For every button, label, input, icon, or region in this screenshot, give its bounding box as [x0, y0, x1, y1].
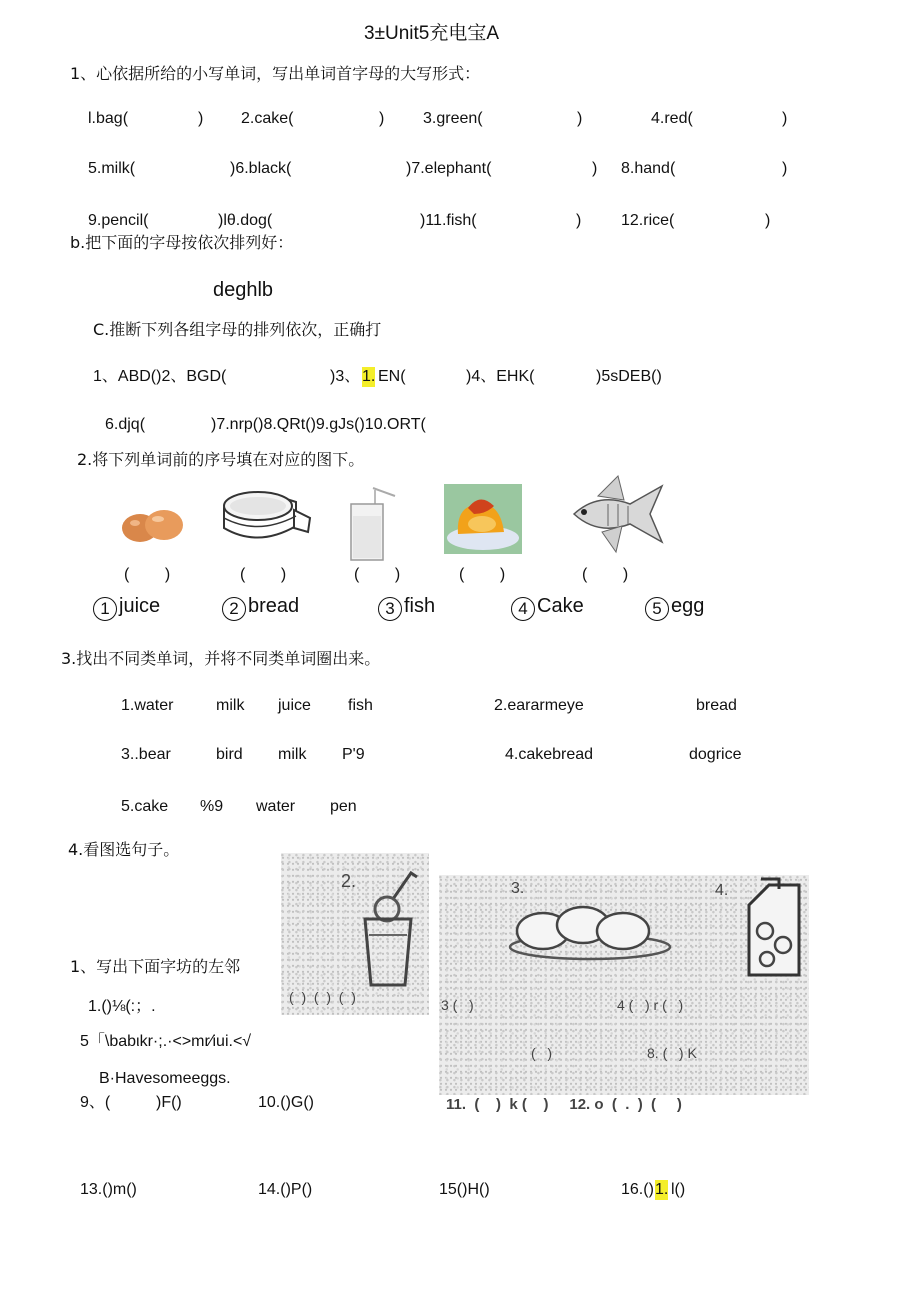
word[interactable]: bird — [216, 746, 243, 763]
option-word: egg — [671, 595, 705, 617]
group-1-2: 1、ABD()2、BGD( — [93, 368, 227, 385]
word[interactable]: P'9 — [342, 746, 365, 763]
scan-label: 2. — [341, 871, 357, 891]
option-cake — [511, 596, 584, 621]
section-b-heading: b.把下面的字母按依次排列好： — [70, 233, 294, 252]
item-milk: 5.milk( — [88, 160, 136, 177]
blank-bread[interactable]: ( ) — [459, 566, 506, 583]
row-11-12: 11. ( ) k ( ) 12. o ( . ) ( ) — [446, 1096, 682, 1113]
item-14: 14.()P() — [258, 1181, 313, 1198]
word[interactable]: juice — [278, 697, 311, 714]
option-egg — [645, 596, 704, 621]
option-number: 5 — [645, 597, 669, 621]
item-fish: )11.fish( — [420, 212, 477, 229]
word[interactable]: milk — [216, 697, 245, 714]
eggs-image — [118, 500, 188, 550]
group-7-10: )7.nrp()8.QRt()9.gJs()10.ORT( — [211, 416, 426, 433]
option-word: Cake — [537, 595, 584, 617]
section-3-heading: 3.找出不同类单词，并将不同类单词圈出来。 — [61, 649, 381, 668]
blank-cake[interactable]: ( ) — [240, 566, 287, 583]
scan-milk-box-icon — [739, 875, 809, 979]
line-1: 1.()⅛(:；. — [88, 998, 156, 1015]
word[interactable]: 3..bear — [121, 746, 171, 763]
item-10: 10.()G() — [258, 1094, 314, 1111]
option-fish — [378, 596, 435, 621]
item-red: 4.red( — [651, 110, 693, 127]
option-number: 4 — [511, 597, 535, 621]
item-pencil: 9.pencil( — [88, 212, 149, 229]
option-juice — [93, 596, 160, 621]
word[interactable]: 1.water — [121, 697, 174, 714]
option-word: fish — [404, 595, 436, 617]
scan-label: 3 ( ) — [441, 997, 474, 1013]
item-hand: 8.hand( — [621, 160, 676, 177]
item-dog: )lθ.dog( — [218, 212, 273, 229]
word[interactable]: bread — [696, 697, 737, 714]
scan-glass-icon — [357, 869, 423, 989]
word[interactable]: milk — [278, 746, 307, 763]
scan-label: 8. ( ) K — [647, 1045, 697, 1061]
word[interactable]: %9 — [200, 798, 224, 815]
fish-image — [568, 474, 668, 554]
section-2-heading: 2.将下列单词前的序号填在对应的图下。 — [77, 450, 365, 469]
section-c-heading: C.推断下列各组字母的排列依次，正确打 — [93, 320, 382, 339]
word[interactable]: 2.eararmeye — [494, 697, 584, 714]
line-5: 5「\babιkr·;.·<>mr⁄iui.<√ — [80, 1033, 252, 1050]
group-3-label: )3、 — [330, 368, 361, 385]
item-green-close: ) — [577, 110, 583, 127]
item-elephant-close: ) — [592, 160, 598, 177]
group-3-letters: EN( — [378, 368, 406, 385]
item-bag-close: ) — [198, 110, 204, 127]
item-15: 15()H() — [439, 1181, 490, 1198]
bread-image — [444, 484, 522, 554]
option-number: 2 — [222, 597, 246, 621]
option-word: juice — [119, 595, 161, 617]
item-elephant: )7.elephant( — [406, 160, 492, 177]
option-word: bread — [248, 595, 300, 617]
item-16: 16.() — [621, 1181, 654, 1198]
scan-eggs-icon — [505, 895, 675, 965]
item-cake: 2.cake( — [241, 110, 294, 127]
scan-label: ( ) ( ) ( ) — [289, 989, 356, 1005]
page-title: 3±Unit5充电宝A — [364, 23, 500, 44]
item-9-f: )F() — [156, 1094, 182, 1111]
word[interactable]: dogrice — [689, 746, 742, 763]
item-hand-close: ) — [782, 160, 788, 177]
item-bag: l.bag( — [88, 110, 129, 127]
highlight-mark: 1. — [362, 368, 376, 385]
section-1-heading: 1、心依据所给的小写单词，写出单词首字母的大写形式： — [70, 64, 481, 83]
blank-eggs[interactable]: ( ) — [124, 566, 171, 583]
group-5: )5sDEB() — [596, 368, 662, 385]
option-number: 3 — [378, 597, 402, 621]
item-16-end: l() — [671, 1181, 686, 1198]
item-rice: 12.rice( — [621, 212, 675, 229]
blank-juice[interactable]: ( ) — [354, 566, 401, 583]
juice-glass-image — [343, 486, 403, 562]
item-fish-close: ) — [576, 212, 582, 229]
item-13: 13.()m() — [80, 1181, 137, 1198]
word[interactable]: 4.cakebread — [505, 746, 594, 763]
item-rice-close: ) — [765, 212, 771, 229]
scan-label: 4. — [715, 882, 729, 899]
group-6: 6.djq( — [105, 416, 146, 433]
scan-label: ( ) — [531, 1045, 552, 1061]
letters-to-order: deghlb — [213, 279, 274, 301]
option-number: 1 — [93, 597, 117, 621]
word[interactable]: pen — [330, 798, 357, 815]
highlight-mark: 1. — [655, 1181, 669, 1198]
item-red-close: ) — [782, 110, 788, 127]
scan-juice-panel — [281, 853, 429, 1015]
section-4-heading: 4.看图选句子。 — [68, 840, 180, 859]
item-9: 9、( — [80, 1094, 111, 1111]
word[interactable]: 5.cake — [121, 798, 169, 815]
section-4-subheading: 1、写出下面字坊的左邻 — [70, 957, 241, 976]
blank-fish[interactable]: ( ) — [582, 566, 629, 583]
scan-food-panel — [439, 875, 809, 1095]
scan-label: 3. — [511, 880, 525, 897]
item-cake-close: ) — [379, 110, 385, 127]
have-some-eggs: B·Havesomeeggs. — [99, 1070, 231, 1087]
word[interactable]: water — [256, 798, 296, 815]
option-bread — [222, 596, 299, 621]
scan-label: 4 ( ) r ( ) — [617, 997, 684, 1013]
item-green: 3.green( — [423, 110, 483, 127]
item-black: )6.black( — [230, 160, 292, 177]
word[interactable]: fish — [348, 697, 373, 714]
cake-image — [218, 484, 314, 556]
group-4: )4、EHK( — [466, 368, 535, 385]
